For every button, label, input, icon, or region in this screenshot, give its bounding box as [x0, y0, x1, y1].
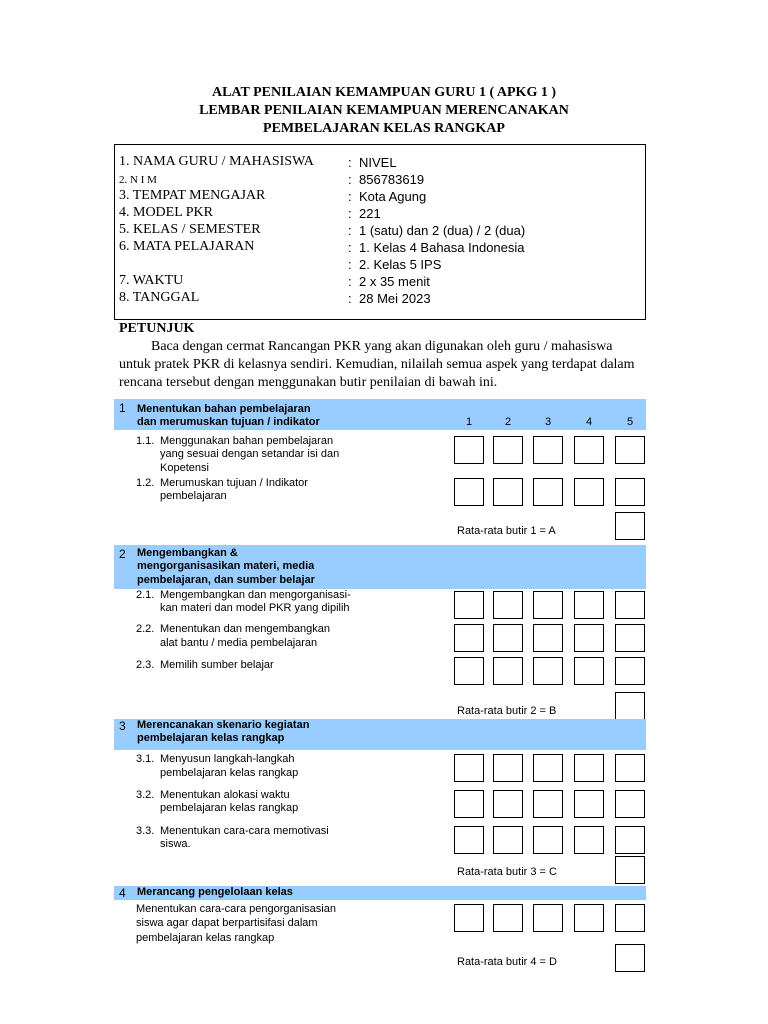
- average-label: Rata-rata butir 4 = D: [457, 956, 557, 968]
- section-number: 3: [119, 719, 126, 733]
- score-box[interactable]: [454, 754, 484, 782]
- info-colon: :: [348, 274, 352, 289]
- doc-title-line1: ALAT PENILAIAN KEMAMPUAN GURU 1 ( APKG 1 ): [211, 85, 557, 100]
- score-box[interactable]: [533, 790, 563, 818]
- item-text-line: kan materi dan model PKR yang dipilih: [160, 602, 350, 614]
- item-text-line: Merumuskan tujuan / Indikator: [160, 477, 308, 489]
- score-box[interactable]: [493, 790, 523, 818]
- item-number: 1.1.: [136, 435, 155, 447]
- score-box[interactable]: [493, 904, 523, 932]
- score-box[interactable]: [533, 624, 563, 652]
- score-box[interactable]: [574, 826, 604, 854]
- section-number: 2: [119, 547, 126, 561]
- section-title-line: Merencanakan skenario kegiatan: [137, 719, 310, 731]
- score-box[interactable]: [574, 436, 604, 464]
- score-box[interactable]: [615, 436, 645, 464]
- score-box[interactable]: [533, 436, 563, 464]
- score-box[interactable]: [574, 591, 604, 619]
- item-number: 2.1.: [136, 589, 155, 601]
- item-number: 3.1.: [136, 753, 155, 765]
- average-label: Rata-rata butir 1 = A: [457, 525, 556, 537]
- item-text-line: Menggunakan bahan pembelajaran: [160, 435, 334, 447]
- score-box[interactable]: [454, 657, 484, 685]
- score-box[interactable]: [574, 657, 604, 685]
- info-label-tanggal: 8. TANGGAL: [119, 290, 200, 305]
- average-box[interactable]: [615, 856, 645, 884]
- average-box[interactable]: [615, 944, 645, 972]
- score-box[interactable]: [574, 478, 604, 506]
- section-title-line: Mengembangkan &: [137, 547, 238, 559]
- score-box[interactable]: [454, 591, 484, 619]
- score-box[interactable]: [574, 754, 604, 782]
- info-colon: :: [348, 189, 352, 204]
- section-title-line: pembelajaran, dan sumber belajar: [137, 574, 315, 586]
- item-text-line: Kopetensi: [160, 462, 209, 474]
- score-box[interactable]: [454, 790, 484, 818]
- score-box[interactable]: [493, 591, 523, 619]
- score-box[interactable]: [533, 904, 563, 932]
- score-box[interactable]: [533, 826, 563, 854]
- average-box[interactable]: [615, 692, 645, 720]
- scale-header-4: 4: [585, 416, 593, 428]
- section-title-line: mengorganisasikan materi, media: [137, 560, 315, 572]
- info-value-waktu: 2 x 35 menit: [359, 274, 430, 289]
- scale-header-5: 5: [626, 416, 634, 428]
- item-text-line: siswa.: [160, 838, 191, 850]
- item-text-line: Menentukan cara-cara memotivasi: [160, 825, 329, 837]
- score-box[interactable]: [615, 790, 645, 818]
- score-box[interactable]: [615, 624, 645, 652]
- doc-title-line3: PEMBELAJARAN KELAS RANGKAP: [263, 121, 505, 136]
- section-title-line: Menentukan bahan pembelajaran: [137, 403, 311, 415]
- item-text-line: pembelajaran: [160, 490, 227, 502]
- score-box[interactable]: [454, 436, 484, 464]
- identity-box: [114, 144, 646, 320]
- section-number: 1: [119, 401, 126, 415]
- average-box[interactable]: [615, 512, 645, 540]
- average-label: Rata-rata butir 3 = C: [457, 866, 557, 878]
- info-value-kelas: 1 (satu) dan 2 (dua) / 2 (dua): [359, 223, 526, 238]
- score-box[interactable]: [454, 624, 484, 652]
- score-box[interactable]: [493, 436, 523, 464]
- petunjuk-text: Baca dengan cermat Rancangan PKR yang akan digunakan oleh guru / mahasiswa untuk pratek PKR di kelasnya sendiri. Kemudian, nilailah semua aspek yang terdapat dalam rencana tersebut dengan menggunakan butir penilaian di bawah ini.: [119, 339, 635, 390]
- score-box[interactable]: [493, 826, 523, 854]
- score-box[interactable]: [454, 826, 484, 854]
- score-box[interactable]: [574, 624, 604, 652]
- petunjuk-heading: PETUNJUK: [119, 321, 195, 336]
- info-label-nim: 2. N I M: [119, 174, 157, 186]
- item-text-line: alat bantu / media pembelajaran: [160, 637, 318, 649]
- score-box[interactable]: [533, 478, 563, 506]
- section-3-header: [114, 719, 646, 750]
- info-label-mapel: 6. MATA PELAJARAN: [119, 239, 255, 254]
- score-box[interactable]: [454, 904, 484, 932]
- info-label-tempat: 3. TEMPAT MENGAJAR: [119, 188, 266, 203]
- score-box[interactable]: [533, 591, 563, 619]
- item-text-line: pembelajaran kelas rangkap: [160, 802, 299, 814]
- score-box[interactable]: [533, 657, 563, 685]
- info-colon: :: [348, 291, 352, 306]
- info-colon: :: [348, 206, 352, 221]
- score-box[interactable]: [493, 657, 523, 685]
- scale-header-1: 1: [465, 416, 473, 428]
- info-value-tanggal: 28 Mei 2023: [359, 291, 431, 306]
- section-title-line: Merancang pengelolaan kelas: [137, 886, 293, 898]
- info-label-model: 4. MODEL PKR: [119, 205, 213, 220]
- item-text-line: Menentukan cara-cara pengorganisasian: [136, 903, 336, 915]
- info-label-nama: 1. NAMA GURU / MAHASISWA: [119, 154, 314, 169]
- item-number: 2.2.: [136, 623, 155, 635]
- score-box[interactable]: [615, 657, 645, 685]
- scale-header-2: 2: [504, 416, 512, 428]
- score-box[interactable]: [493, 478, 523, 506]
- score-box[interactable]: [574, 904, 604, 932]
- info-colon: :: [348, 223, 352, 238]
- section-title-line: pembelajaran kelas rangkap: [137, 732, 285, 744]
- info-colon: :: [348, 155, 352, 170]
- average-label: Rata-rata butir 2 = B: [457, 705, 557, 717]
- section-2-header: [114, 545, 646, 589]
- info-label-waktu: 7. WAKTU: [119, 273, 184, 288]
- score-box[interactable]: [615, 826, 645, 854]
- item-text-line: Mengembangkan dan mengorganisasi-: [160, 589, 351, 601]
- info-colon: :: [348, 240, 352, 255]
- item-text-line: pembelajaran kelas rangkap: [136, 932, 275, 944]
- item-number: 3.3.: [136, 825, 155, 837]
- item-text-line: yang sesuai dengan setandar isi dan: [160, 448, 340, 460]
- scale-header-3: 3: [544, 416, 552, 428]
- info-value-nim: 856783619: [359, 172, 425, 187]
- info-value-mapel-1: 1. Kelas 4 Bahasa Indonesia: [359, 240, 525, 255]
- item-text-line: siswa agar dapat berpartisifasi dalam: [136, 917, 318, 929]
- item-text-line: Menyusun langkah-langkah: [160, 753, 295, 765]
- score-box[interactable]: [533, 754, 563, 782]
- item-number: 1.2.: [136, 477, 155, 489]
- score-box[interactable]: [615, 904, 645, 932]
- score-box[interactable]: [615, 754, 645, 782]
- section-1-header: [114, 399, 646, 430]
- item-text-line: Menentukan alokasi waktu: [160, 789, 290, 801]
- score-box[interactable]: [493, 624, 523, 652]
- item-text-line: Memilih sumber belajar: [160, 659, 274, 671]
- doc-title-line2: LEMBAR PENILAIAN KEMAMPUAN MERENCANAKAN: [199, 103, 569, 118]
- score-box[interactable]: [615, 591, 645, 619]
- info-label-kelas: 5. KELAS / SEMESTER: [119, 222, 261, 237]
- info-value-nama: NIVEL: [359, 155, 397, 170]
- score-box[interactable]: [574, 790, 604, 818]
- item-number: 2.3.: [136, 659, 155, 671]
- section-number: 4: [119, 886, 126, 900]
- info-value-mapel-2: 2. Kelas 5 IPS: [359, 257, 442, 272]
- info-colon: :: [348, 172, 352, 187]
- item-text-line: Menentukan dan mengembangkan: [160, 623, 331, 635]
- score-box[interactable]: [493, 754, 523, 782]
- section-title-line: dan merumuskan tujuan / indikator: [137, 416, 320, 428]
- item-text-line: pembelajaran kelas rangkap: [160, 767, 299, 779]
- petunjuk-paragraph: [119, 338, 639, 392]
- info-value-model: 221: [359, 206, 381, 221]
- section-4-header: [114, 886, 646, 900]
- info-colon: :: [348, 257, 352, 272]
- item-number: 3.2.: [136, 789, 155, 801]
- info-value-tempat: Kota Agung: [359, 189, 427, 204]
- score-box[interactable]: [454, 478, 484, 506]
- score-box[interactable]: [615, 478, 645, 506]
